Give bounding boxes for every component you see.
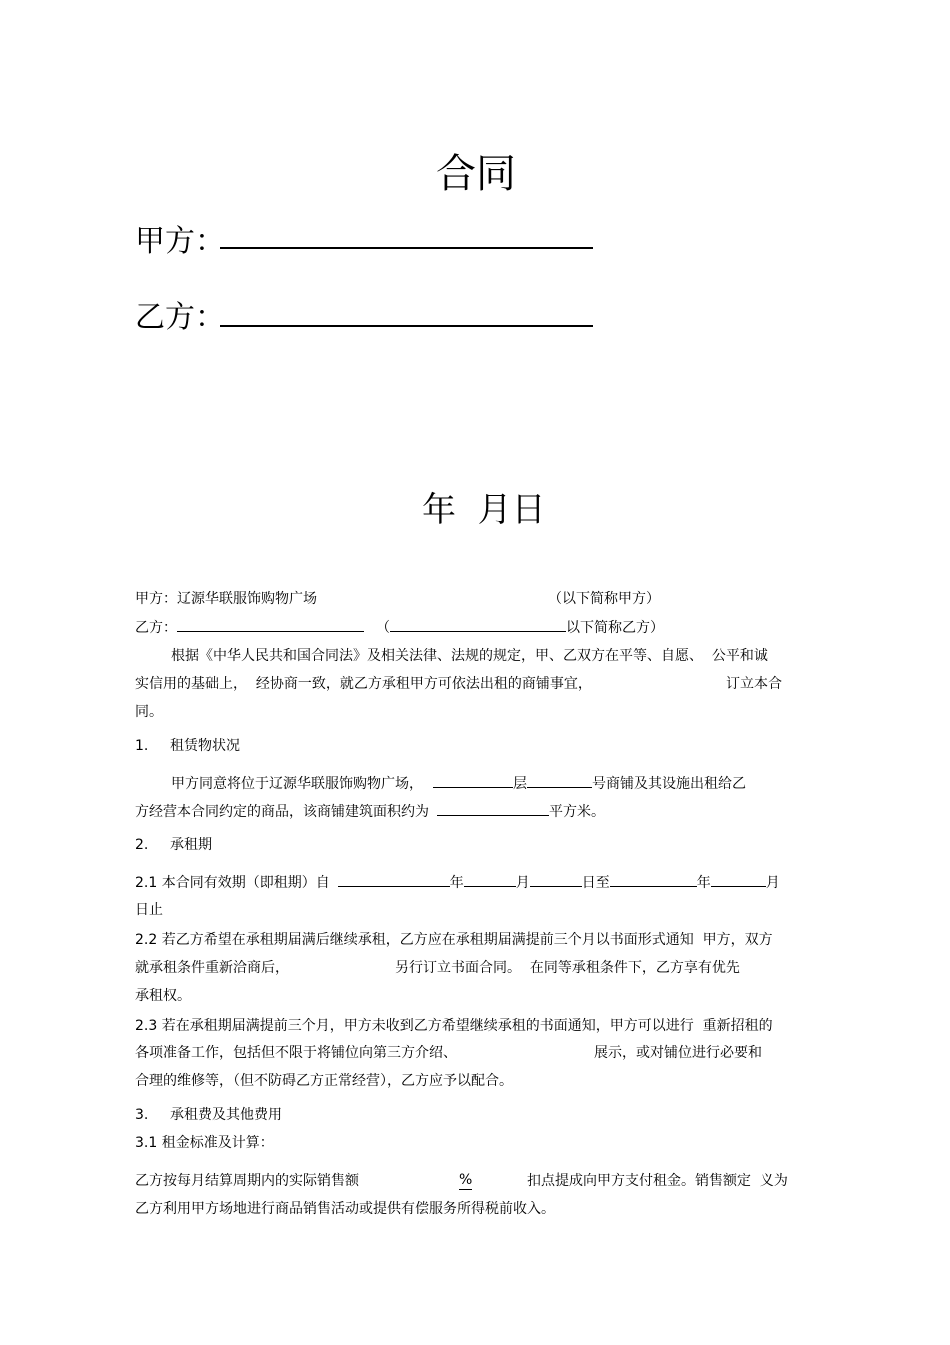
clause-3-1-line-1a: 乙方按每月结算周期内的实际销售额 bbox=[135, 1173, 359, 1189]
party-a-abbrev-note: （以下简称甲方） bbox=[548, 591, 660, 607]
percentage-blank bbox=[459, 1171, 472, 1190]
start-day-blank bbox=[530, 872, 582, 887]
area-text: 方经营本合同约定的商品，该商铺建筑面积约为 bbox=[135, 804, 429, 820]
section-3-heading: 承租费及其他费用 bbox=[170, 1107, 282, 1123]
preamble-line-2b: 订立本合 bbox=[726, 676, 782, 692]
party-a-label-large: 甲方： bbox=[135, 224, 225, 259]
preamble-line-3: 同。 bbox=[135, 704, 163, 720]
term-start-text: 2.1 本合同有效期（即租期）自 bbox=[135, 875, 330, 891]
percent-sign: % bbox=[459, 1172, 473, 1188]
party-b-label: 乙方： bbox=[135, 620, 177, 636]
clause-3-1-heading: 3.1 租金标准及计算： bbox=[135, 1135, 274, 1151]
preamble-line-1: 根据《中华人民共和国合同法》及相关法律、法规的规定，甲、乙双方在平等、自愿、 公平和诚 bbox=[171, 648, 768, 664]
end-month-label: 月 bbox=[765, 875, 780, 891]
area-blank bbox=[437, 801, 549, 816]
party-b-line bbox=[135, 617, 364, 638]
party-b-blank-large bbox=[220, 325, 593, 327]
party-b-abbrev-blank bbox=[390, 617, 566, 632]
end-year-label: 年 bbox=[696, 875, 711, 891]
floor-blank bbox=[433, 773, 513, 788]
party-b-paren: （ bbox=[376, 620, 390, 636]
signing-date: 年 月日 bbox=[422, 490, 546, 530]
party-b-abbrev-note bbox=[376, 617, 664, 638]
section-1-line-1 bbox=[171, 773, 746, 794]
start-year-blank bbox=[338, 872, 450, 887]
start-month-blank bbox=[464, 872, 516, 887]
clause-2-3-line-1: 2.3 若在承租期届满提前三个月，甲方未收到乙方希望继续承租的书面通知，甲方可以进行 重新招租的 bbox=[135, 1018, 773, 1034]
contract-title: 合同 bbox=[436, 151, 516, 197]
clause-2-3-line-2b: 展示，或对铺位进行必要和 bbox=[594, 1045, 762, 1061]
section-2-heading: 承租期 bbox=[170, 837, 212, 853]
party-b-name-blank bbox=[177, 617, 364, 632]
clause-2-2-line-3: 承租权。 bbox=[135, 988, 191, 1004]
premises-location-text: 甲方同意将位于辽源华联服饰购物广场， bbox=[171, 776, 423, 792]
area-unit: 平方米。 bbox=[549, 804, 605, 820]
clause-2-2-line-2a: 就承租条件重新洽商后， bbox=[135, 960, 289, 976]
party-b-abbrev-text: 以下简称乙方） bbox=[566, 620, 664, 636]
section-1-line-2 bbox=[135, 801, 605, 822]
party-b-label-large: 乙方： bbox=[135, 300, 225, 335]
preamble-line-2a: 实信用的基础上， 经协商一致，就乙方承租甲方可依法出租的商铺事宜， bbox=[135, 676, 592, 692]
party-a-line: 甲方：辽源华联服饰购物广场 bbox=[135, 591, 317, 607]
clause-3-1-line-1b: 扣点提成向甲方支付租金。销售额定 义为 bbox=[527, 1173, 788, 1189]
clause-2-3-line-2a: 各项准备工作，包括但不限于将铺位向第三方介绍、 bbox=[135, 1045, 457, 1061]
shop-number-blank bbox=[527, 773, 592, 788]
clause-2-2-line-1: 2.2 若乙方希望在承租期届满后继续承租，乙方应在承租期届满提前三个月以书面形式通知 甲方，双方 bbox=[135, 932, 773, 948]
shop-label-text: 号商铺及其设施出租给乙 bbox=[592, 776, 746, 792]
section-1-heading: 租赁物状况 bbox=[170, 738, 240, 754]
clause-2-1-line-1 bbox=[135, 872, 780, 893]
party-a-blank-large bbox=[220, 247, 593, 249]
clause-2-3-line-3: 合理的维修等，（但不防碍乙方正常经营），乙方应予以配合。 bbox=[135, 1073, 513, 1089]
clause-3-1-line-2: 乙方利用甲方场地进行商品销售活动或提供有偿服务所得税前收入。 bbox=[135, 1201, 555, 1217]
start-year-label: 年 bbox=[449, 875, 464, 891]
start-day-to-label: 日至 bbox=[581, 875, 610, 891]
floor-label: 层 bbox=[513, 776, 527, 792]
section-1-number: 1. bbox=[135, 738, 149, 754]
start-month-label: 月 bbox=[515, 875, 530, 891]
end-month-blank bbox=[711, 872, 766, 887]
end-year-blank bbox=[610, 872, 697, 887]
clause-2-1-line-2: 日止 bbox=[135, 902, 163, 918]
section-3-number: 3. bbox=[135, 1107, 149, 1123]
clause-2-2-line-2b: 另行订立书面合同。 在同等承租条件下，乙方享有优先 bbox=[395, 960, 740, 976]
section-2-number: 2. bbox=[135, 837, 149, 853]
